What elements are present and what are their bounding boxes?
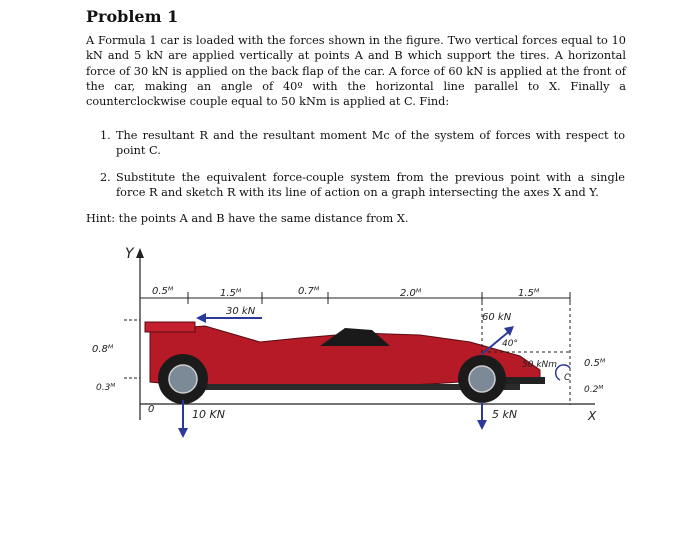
angle-label: 40° <box>502 339 518 349</box>
point-c-label: C <box>564 373 571 383</box>
rear-wheel <box>158 354 208 404</box>
dim-0-8: 0.8ᴹ <box>92 344 114 355</box>
question-2-text: Substitute the equivalent force-couple system from the previous point with a single force R and sketch R with its line of action on a graph intersecting the axes X and Y. <box>116 171 625 200</box>
question-2 <box>100 170 625 201</box>
dim-0-5: 0.5ᴹ <box>152 286 174 297</box>
force-5-label: 5 kN <box>492 408 518 421</box>
force-30-label: 30 kN <box>226 306 256 317</box>
question-1 <box>100 128 625 159</box>
question-1-text: The resultant R and the resultant moment Mc of the system of forces with respect to point C. <box>116 129 625 158</box>
dim-0-5-right: 0.5ᴹ <box>584 358 606 369</box>
dim-0-7: 0.7ᴹ <box>298 286 320 297</box>
hint-text: Hint: the points A and B have the same distance from X. <box>86 212 409 225</box>
dim-1-5-front: 1.5ᴹ <box>518 288 540 299</box>
front-wheel <box>458 355 506 403</box>
force-10-label: 10 KN <box>192 408 225 421</box>
dim-0-3: 0.3ᴹ <box>96 383 116 393</box>
question-1-number: 1. <box>100 129 111 142</box>
force-60-label: 60 kN <box>482 312 512 323</box>
rear-wing <box>145 322 195 332</box>
problem-statement: A Formula 1 car is loaded with the forces shown in the figure. Two vertical forces equal to 10 kN and 5 kN are applied vertically at points A and B which support the tires. A horizontal force of 30 kN is applied on the back flap of the car. A force of 60 kN is applied at the front of the car, making an angle of 40º with the horizontal line parallel to X. Finally a counterclockwise couple equal to 50 kNm is applied at C. Find: <box>86 34 626 109</box>
y-axis-label: Y <box>125 246 134 262</box>
dim-2-0: 2.0ᴹ <box>400 288 422 299</box>
x-axis-label: X <box>588 409 597 423</box>
y-axis-arrow-icon <box>136 248 144 258</box>
dim-1-5: 1.5ᴹ <box>220 288 242 299</box>
problem-title: Problem 1 <box>86 7 179 26</box>
dim-0-2-right: 0.2ᴹ <box>584 385 604 395</box>
question-2-number: 2. <box>100 171 111 184</box>
moment-label: 50 kNm <box>522 360 558 370</box>
car-force-diagram <box>0 230 700 555</box>
origin-label: 0 <box>148 404 155 415</box>
